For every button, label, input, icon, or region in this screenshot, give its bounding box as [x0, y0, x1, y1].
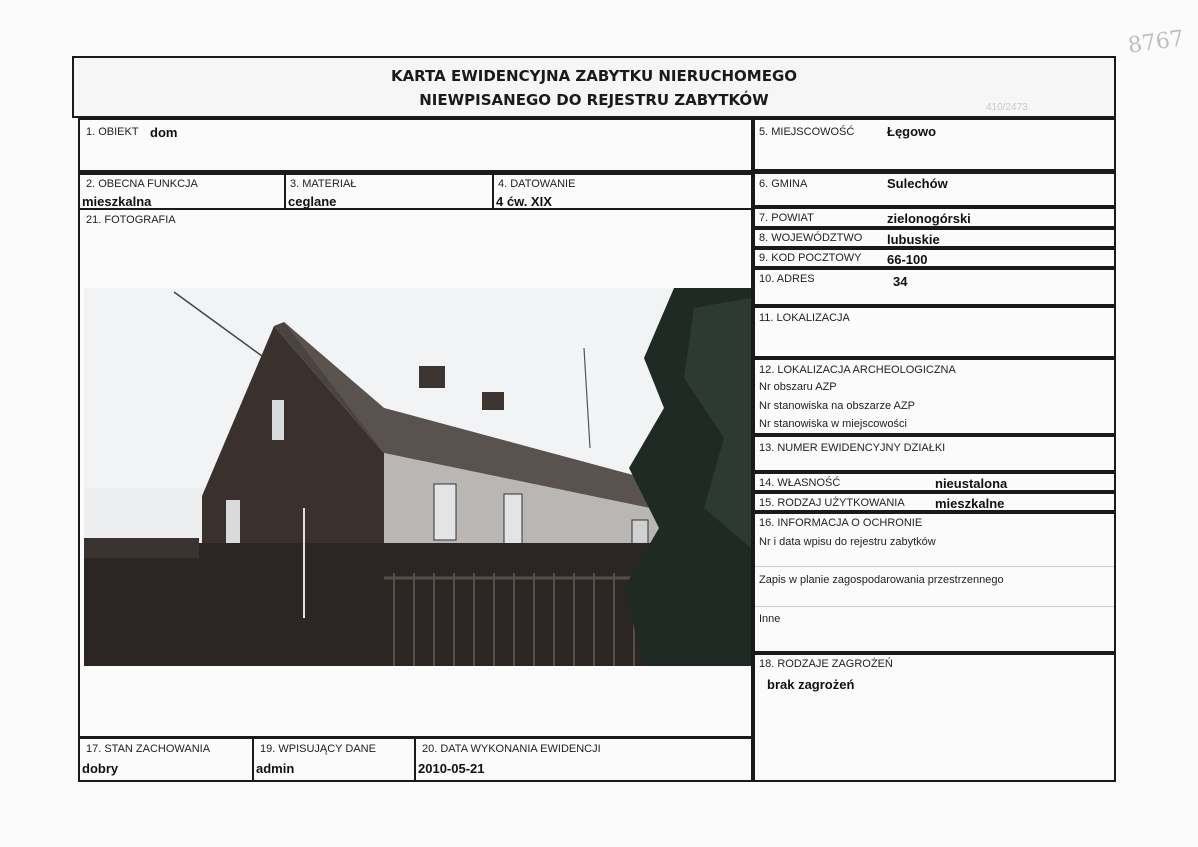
- wlasnosc-label: 14. WŁASNOŚĆ: [759, 477, 841, 489]
- field-obiekt: [78, 118, 753, 172]
- field-powiat: [753, 207, 1116, 228]
- miejscowosc-label: 5. MIEJSCOWOŚĆ: [759, 126, 855, 138]
- wpisujacy-label: 19. WPISUJĄCY DANE: [260, 743, 376, 755]
- page-title-line2: NIEWPISANEGO DO REJESTRU ZABYTKÓW: [419, 91, 769, 109]
- field-ochrona: [753, 512, 1116, 653]
- field-funkcja: [80, 175, 286, 209]
- arch-line-azp: Nr obszaru AZP: [759, 381, 837, 393]
- uzytkowanie-label: 15. RODZAJ UŻYTKOWANIA: [759, 497, 905, 509]
- data-value: 2010-05-21: [418, 761, 485, 776]
- gmina-label: 6. GMINA: [759, 178, 808, 190]
- datowanie-label: 4. DATOWANIE: [498, 178, 576, 190]
- field-lokalizacja-archeologiczna: [753, 358, 1116, 435]
- wpisujacy-value: admin: [256, 761, 295, 776]
- arch-label: 12. LOKALIZACJA ARCHEOLOGICZNA: [759, 364, 956, 376]
- miejscowosc-value: Łęgowo: [887, 124, 937, 139]
- ochrona-plan: Zapis w planie zagospodarowania przestrzennego: [759, 574, 1004, 586]
- field-adres: [753, 268, 1116, 306]
- wojewodztwo-value: lubuskie: [887, 232, 940, 247]
- fotografia-label: 21. FOTOGRAFIA: [86, 214, 176, 226]
- lokalizacja-label: 11. LOKALIZACJA: [759, 312, 850, 324]
- ochrona-divider: [755, 566, 1114, 567]
- field-fotografia: [78, 208, 753, 738]
- gmina-value: Sulechów: [887, 176, 948, 191]
- powiat-value: zielonogórski: [887, 211, 971, 226]
- row-funkcja-material-datowanie: [78, 172, 753, 210]
- datowanie-value: 4 ćw. XIX: [496, 194, 552, 209]
- stan-label: 17. STAN ZACHOWANIA: [86, 743, 211, 755]
- field-lokalizacja: [753, 306, 1116, 358]
- field-kod-pocztowy: [753, 248, 1116, 268]
- field-zagrozenia: [753, 653, 1116, 782]
- header-box: [72, 56, 1116, 118]
- funkcja-label: 2. OBECNA FUNKCJA: [86, 178, 198, 190]
- arch-line-miejscowosc: Nr stanowiska w miejscowości: [759, 418, 907, 430]
- field-wlasnosc: [753, 472, 1116, 492]
- zagrozenia-label: 18. RODZAJE ZAGROŻEŃ: [759, 658, 893, 670]
- data-label: 20. DATA WYKONANIA EWIDENCJI: [422, 743, 601, 755]
- ochrona-inne: Inne: [759, 613, 781, 625]
- dzialka-label: 13. NUMER EWIDENCYJNY DZIAŁKI: [759, 442, 946, 454]
- kod-label: 9. KOD POCZTOWY: [759, 252, 862, 264]
- field-gmina: [753, 171, 1116, 207]
- ochrona-divider-2: [755, 606, 1114, 607]
- field-datowanie: [494, 175, 751, 209]
- funkcja-value: mieszkalna: [82, 194, 152, 209]
- page-title-line1: KARTA EWIDENCYJNA ZABYTKU NIERUCHOMEGO: [390, 67, 798, 85]
- ochrona-rejestr: Nr i data wpisu do rejestru zabytków: [759, 536, 936, 548]
- ghost-number: 410/2473: [986, 102, 1028, 113]
- field-material: [286, 175, 494, 209]
- zagrozenia-value: brak zagrożeń: [767, 677, 855, 692]
- house-photo: [84, 288, 751, 666]
- material-label: 3. MATERIAŁ: [290, 178, 357, 190]
- powiat-label: 7. POWIAT: [759, 212, 814, 224]
- obiekt-label: 1. OBIEKT: [86, 126, 139, 138]
- row-stan-wpisujacy-data: [78, 736, 753, 782]
- field-miejscowosc: [753, 118, 1116, 171]
- adres-value: 34: [893, 274, 908, 289]
- ochrona-label: 16. INFORMACJA O OCHRONIE: [759, 517, 923, 529]
- uzytkowanie-value: mieszkalne: [935, 496, 1005, 511]
- obiekt-value: dom: [150, 125, 178, 140]
- material-value: ceglane: [288, 194, 337, 209]
- field-stan: [80, 739, 254, 781]
- field-uzytkowanie: [753, 492, 1116, 512]
- field-wojewodztwo: [753, 228, 1116, 248]
- field-dzialka: [753, 435, 1116, 472]
- field-wpisujacy: [254, 739, 416, 781]
- wojewodztwo-label: 8. WOJEWÓDZTWO: [759, 232, 863, 244]
- field-data: [416, 739, 751, 781]
- adres-label: 10. ADRES: [759, 273, 815, 285]
- stan-value: dobry: [82, 761, 119, 776]
- arch-line-stanowisko: Nr stanowiska na obszarze AZP: [759, 400, 915, 412]
- wlasnosc-value: nieustalona: [935, 476, 1008, 491]
- kod-value: 66-100: [887, 252, 928, 267]
- archive-stamp: 8767: [1126, 26, 1186, 59]
